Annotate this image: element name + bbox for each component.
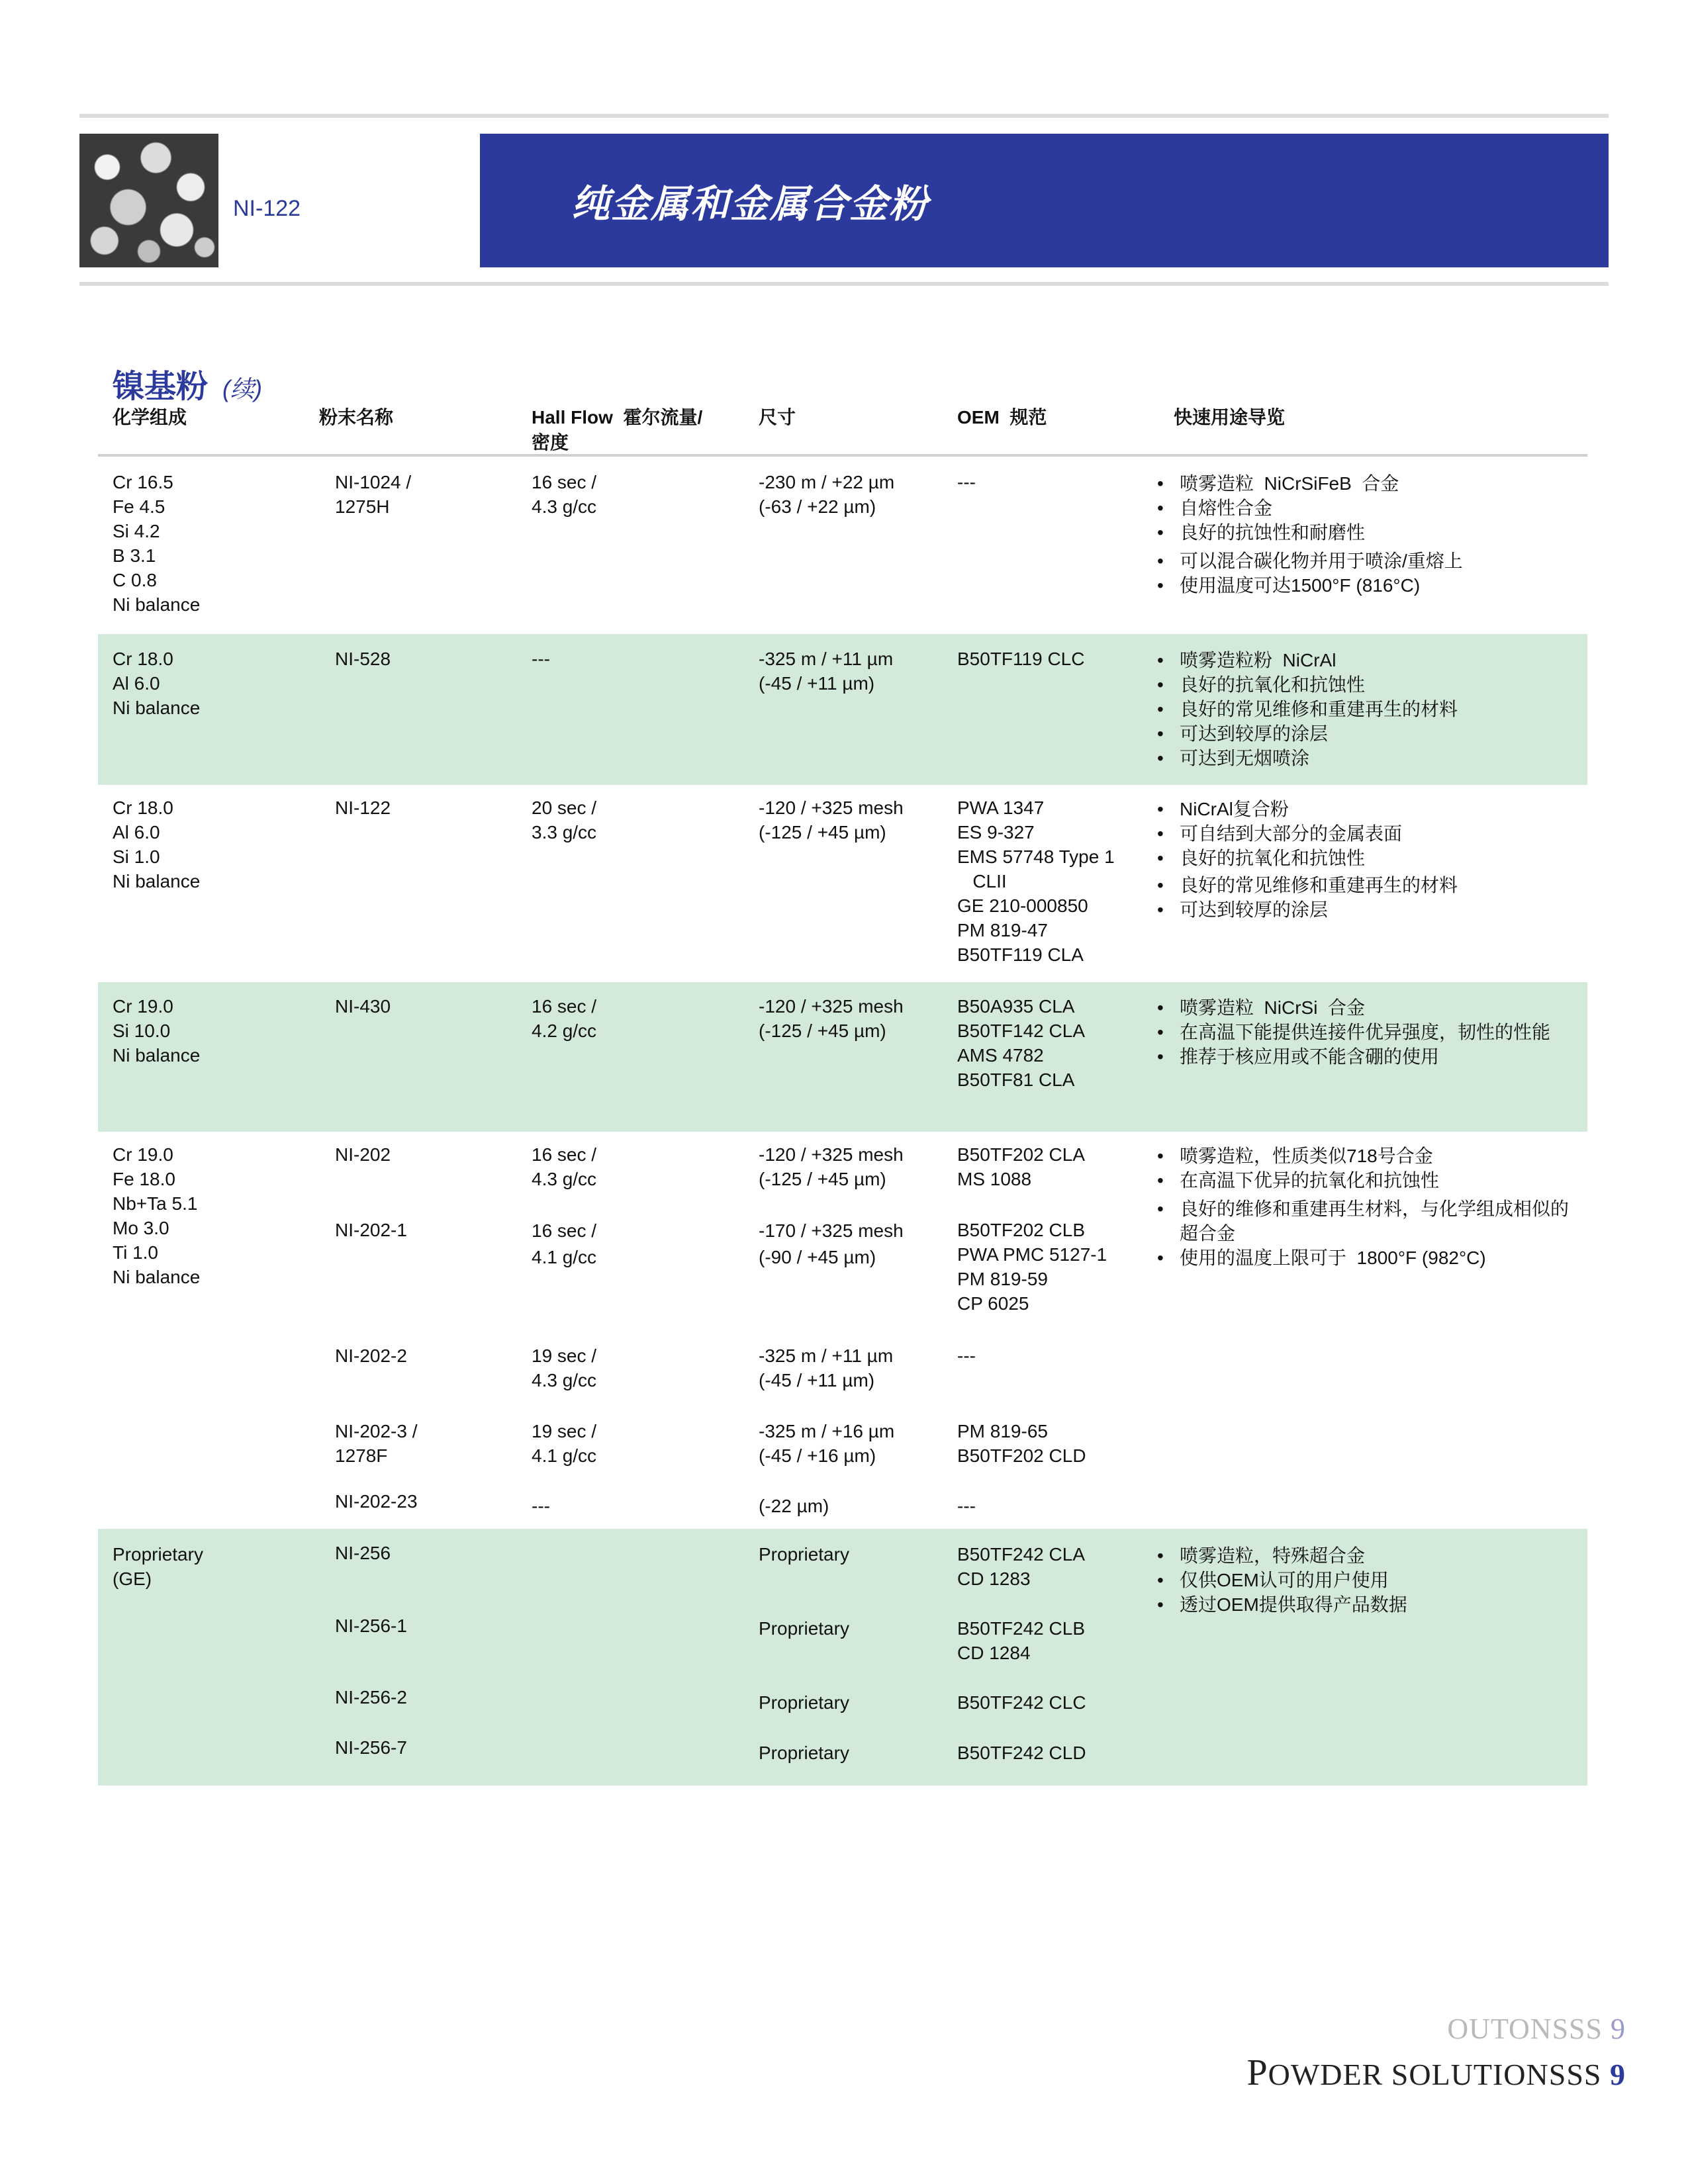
size-cell: -325 m / +11 µm (-45 / +11 µm) [759,649,894,694]
footer-brand-text: OWDER SOLUTIONSSS [1268,2058,1602,2091]
chem-cell: Proprietary (GE) [113,1544,203,1589]
name-cell: NI-256-1 [335,1615,407,1636]
size-cell: -325 m / +11 µm (-45 / +11 µm) [759,1345,894,1390]
chem-cell: Cr 18.0 Al 6.0 Si 1.0 Ni balance [113,797,201,891]
size-cell: -230 m / +22 µm (-63 / +22 µm) [759,472,895,517]
use-item: • 透过OEM提供取得产品数据 [1153,1592,1407,1617]
oem-cell: PM 819-65 B50TF202 CLD [957,1421,1086,1466]
col-header-hall: Hall Flow 霍尔流量/ 密度 [532,407,703,453]
uses-list [1153,648,1458,770]
name-cell: NI-202-2 [335,1345,407,1366]
section-title [113,361,262,406]
use-item: • 仅供OEM认可的用户使用 [1153,1568,1407,1592]
name-cell: NI-256-2 [335,1687,407,1707]
name-cell: NI-256-7 [335,1737,407,1758]
use-item: • 可自结到大部分的金属表面 [1153,821,1458,846]
oem-cell: --- [957,472,976,492]
uses-list [1153,995,1550,1069]
chem-cell: Cr 16.5 Fe 4.5 Si 4.2 B 3.1 C 0.8 Ni balance [113,472,201,615]
col-header-name: 粉末名称 [319,407,394,428]
size-cell: Proprietary [759,1544,849,1565]
use-item: • 良好的抗蚀性和耐磨性 [1153,520,1463,545]
use-item: • 在高温下能提供连接件优异强度，韧性的性能 [1153,1020,1550,1044]
name-cell: NI-1024 / 1275H [335,472,412,517]
footer-brand-initial: P [1246,2052,1268,2093]
use-item: • 可达到较厚的涂层 [1153,721,1458,746]
hall-cell: 16 sec / 4.3 g/cc [532,1144,597,1189]
hall-cell: --- [532,1496,550,1516]
use-item: • 喷雾造粒 NiCrSi 合金 [1153,995,1550,1020]
footer-brand [1246,2052,1626,2094]
name-cell: NI-256 [335,1543,391,1563]
uses-list [1153,797,1458,922]
name-cell: NI-202-3 / 1278F [335,1421,418,1466]
hall-cell: 16 sec / 4.3 g/cc [532,472,597,517]
oem-cell: B50TF242 CLD [957,1743,1086,1763]
powder-micrograph-image [79,134,218,267]
uses-list [1153,471,1463,598]
use-item: • 可达到无烟喷涂 [1153,746,1458,770]
size-cell: -120 / +325 mesh (-125 / +45 µm) [759,996,904,1041]
use-item: • 喷雾造粒，特殊超合金 [1153,1543,1407,1568]
name-cell: NI-528 [335,649,391,669]
size-cell: -170 / +325 mesh (-90 / +45 µm) [759,1220,904,1267]
hall-cell: 20 sec / 3.3 g/cc [532,797,597,842]
oem-cell: B50TF202 CLB PWA PMC 5127-1 PM 819-59 CP 6025 [957,1220,1107,1314]
use-item: • NiCrAl复合粉 [1153,797,1458,821]
col-header-oem: OEM 规范 [957,407,1047,428]
footer-ghost-page: 9 [1611,2013,1626,2045]
name-cell: NI-202-23 [335,1491,418,1512]
use-item: • 良好的常见维修和重建再生的材料 [1153,873,1458,897]
use-item: • 良好的常见维修和重建再生的材料 [1153,697,1458,721]
footer-ghost-word: OUTONSSS [1447,2013,1603,2045]
name-cell: NI-430 [335,996,391,1017]
size-cell: Proprietary [759,1692,849,1713]
oem-cell: B50TF119 CLC [957,649,1085,669]
size-cell: (-22 µm) [759,1496,829,1516]
col-header-uses: 快速用途导览 [1174,407,1286,428]
hall-cell: 16 sec / 4.2 g/cc [532,996,597,1041]
use-item: • 在高温下优异的抗氧化和抗蚀性 [1153,1168,1569,1193]
chem-cell: Cr 19.0 Fe 18.0 Nb+Ta 5.1 Mo 3.0 Ti 1.0 Ni balance [113,1144,201,1287]
oem-cell: B50TF242 CLB CD 1284 [957,1618,1085,1663]
hall-cell: 16 sec / 4.1 g/cc [532,1220,597,1267]
name-cell: NI-122 [335,797,391,818]
chem-cell: Cr 19.0 Si 10.0 Ni balance [113,996,201,1066]
size-cell: Proprietary [759,1618,849,1639]
chem-cell: Cr 18.0 Al 6.0 Ni balance [113,649,201,718]
name-cell: NI-202-1 [335,1220,407,1240]
oem-cell: B50TF242 CLA CD 1283 [957,1544,1085,1589]
photo-caption: NI-122 [233,196,301,221]
use-item: • 良好的抗氧化和抗蚀性 [1153,846,1458,870]
use-item: • 推荐于核应用或不能含硼的使用 [1153,1044,1550,1069]
use-item: • 喷雾造粒，性质类似718号合金 [1153,1144,1569,1168]
uses-list [1153,1543,1407,1617]
page-number: 9 [1610,2058,1626,2091]
size-cell: -120 / +325 mesh (-125 / +45 µm) [759,1144,904,1189]
oem-cell: B50TF242 CLC [957,1692,1086,1713]
oem-cell: B50TF202 CLA MS 1088 [957,1144,1085,1189]
top-rule [79,114,1609,118]
size-cell: -120 / +325 mesh (-125 / +45 µm) [759,797,904,842]
use-item: • 喷雾造粒粉 NiCrAl [1153,648,1458,672]
name-cell: NI-202 [335,1144,391,1165]
hall-cell: --- [532,649,550,669]
size-cell: Proprietary [759,1743,849,1763]
section-title-text: 镍基粉 [113,369,209,404]
use-item: • 使用的温度上限可于 1800°F (982°C) [1153,1246,1569,1270]
oem-cell: --- [957,1345,976,1366]
use-item: • 自熔性合金 [1153,496,1463,520]
size-cell: -325 m / +16 µm (-45 / +16 µm) [759,1421,895,1466]
footer-ghost-text [1447,2012,1626,2046]
uses-list [1153,1144,1569,1270]
col-header-size: 尺寸 [759,407,796,428]
use-item: • 可达到较厚的涂层 [1153,897,1458,922]
use-item: • 使用温度可达1500°F (816°C) [1153,573,1463,598]
oem-cell: B50A935 CLA B50TF142 CLA AMS 4782 B50TF81 CLA [957,996,1085,1090]
oem-cell: --- [957,1496,976,1516]
header-bottom-rule [79,282,1609,286]
use-item: • 良好的抗氧化和抗蚀性 [1153,672,1458,697]
oem-cell: PWA 1347 ES 9-327 EMS 57748 Type 1 CLII GE 210-000850 PM 819-47 B50TF119 CLA [957,797,1115,965]
banner-title: 纯金属和金属合金粉 [571,183,929,226]
hall-cell: 19 sec / 4.1 g/cc [532,1421,597,1466]
header-rule [98,454,1587,457]
use-item: • 良好的维修和重建再生材料，与化学组成相似的 超合金 [1153,1197,1569,1246]
section-subtitle: (续) [222,375,262,402]
title-banner [480,134,1609,267]
use-item: • 喷雾造粒 NiCrSiFeB 合金 [1153,471,1463,496]
col-header-chem: 化学组成 [113,407,187,428]
hall-cell: 19 sec / 4.3 g/cc [532,1345,597,1390]
use-item: • 可以混合碳化物并用于喷涂/重熔上 [1153,549,1463,573]
